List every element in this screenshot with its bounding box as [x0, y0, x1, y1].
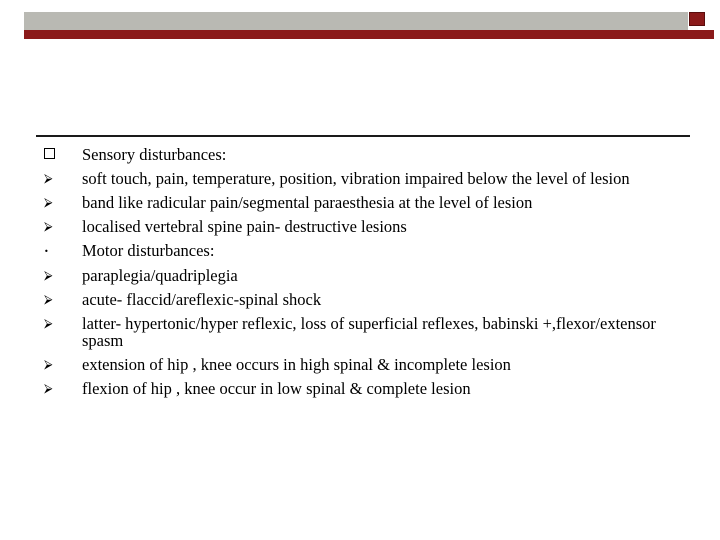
list-item	[42, 242, 682, 260]
list-item-text: band like radicular pain/segmental paraesthesia at the level of lesion	[82, 193, 533, 212]
list-item-text: flexion of hip , knee occur in low spinal & complete lesion	[82, 379, 471, 398]
list-item-text: extension of hip , knee occurs in high spinal & incomplete lesion	[82, 355, 511, 374]
bullet-list	[42, 146, 682, 404]
arrow-icon: ⮚	[44, 381, 53, 395]
arrow-icon: ⮚	[44, 357, 53, 371]
list-item-text: latter- hypertonic/hyper reflexic, loss of superficial reflexes, babinski +,flexor/extensor spasm	[82, 314, 656, 350]
dot-icon	[42, 242, 82, 260]
checkbox-icon	[42, 146, 82, 163]
header-corner-square	[689, 12, 705, 26]
header-bar-red	[24, 30, 714, 39]
list-item-text: Sensory disturbances:	[82, 145, 227, 164]
arrow-icon: ⮚	[44, 316, 53, 330]
list-item	[42, 218, 682, 235]
list-item	[42, 194, 682, 211]
list-item-text: acute- flaccid/areflexic-spinal shock	[82, 290, 322, 309]
header-bar-grey	[24, 12, 688, 30]
list-item	[42, 291, 682, 308]
list-item-text: soft touch, pain, temperature, position, vibration impaired below the level of lesion	[82, 169, 630, 188]
arrow-icon: ⮚	[44, 195, 53, 209]
list-item-text: Motor disturbances:	[82, 241, 215, 260]
list-item	[42, 356, 682, 373]
list-item	[42, 170, 682, 187]
title-divider	[36, 135, 690, 137]
list-item-text: paraplegia/quadriplegia	[82, 266, 238, 285]
list-item	[42, 380, 682, 397]
arrow-icon: ⮚	[44, 171, 53, 185]
arrow-icon: ⮚	[44, 292, 53, 306]
list-item	[42, 315, 682, 349]
arrow-icon: ⮚	[44, 268, 53, 282]
list-item	[42, 146, 682, 163]
arrow-icon: ⮚	[44, 219, 53, 233]
list-item	[42, 267, 682, 284]
list-item-text: localised vertebral spine pain- destructive lesions	[82, 217, 407, 236]
